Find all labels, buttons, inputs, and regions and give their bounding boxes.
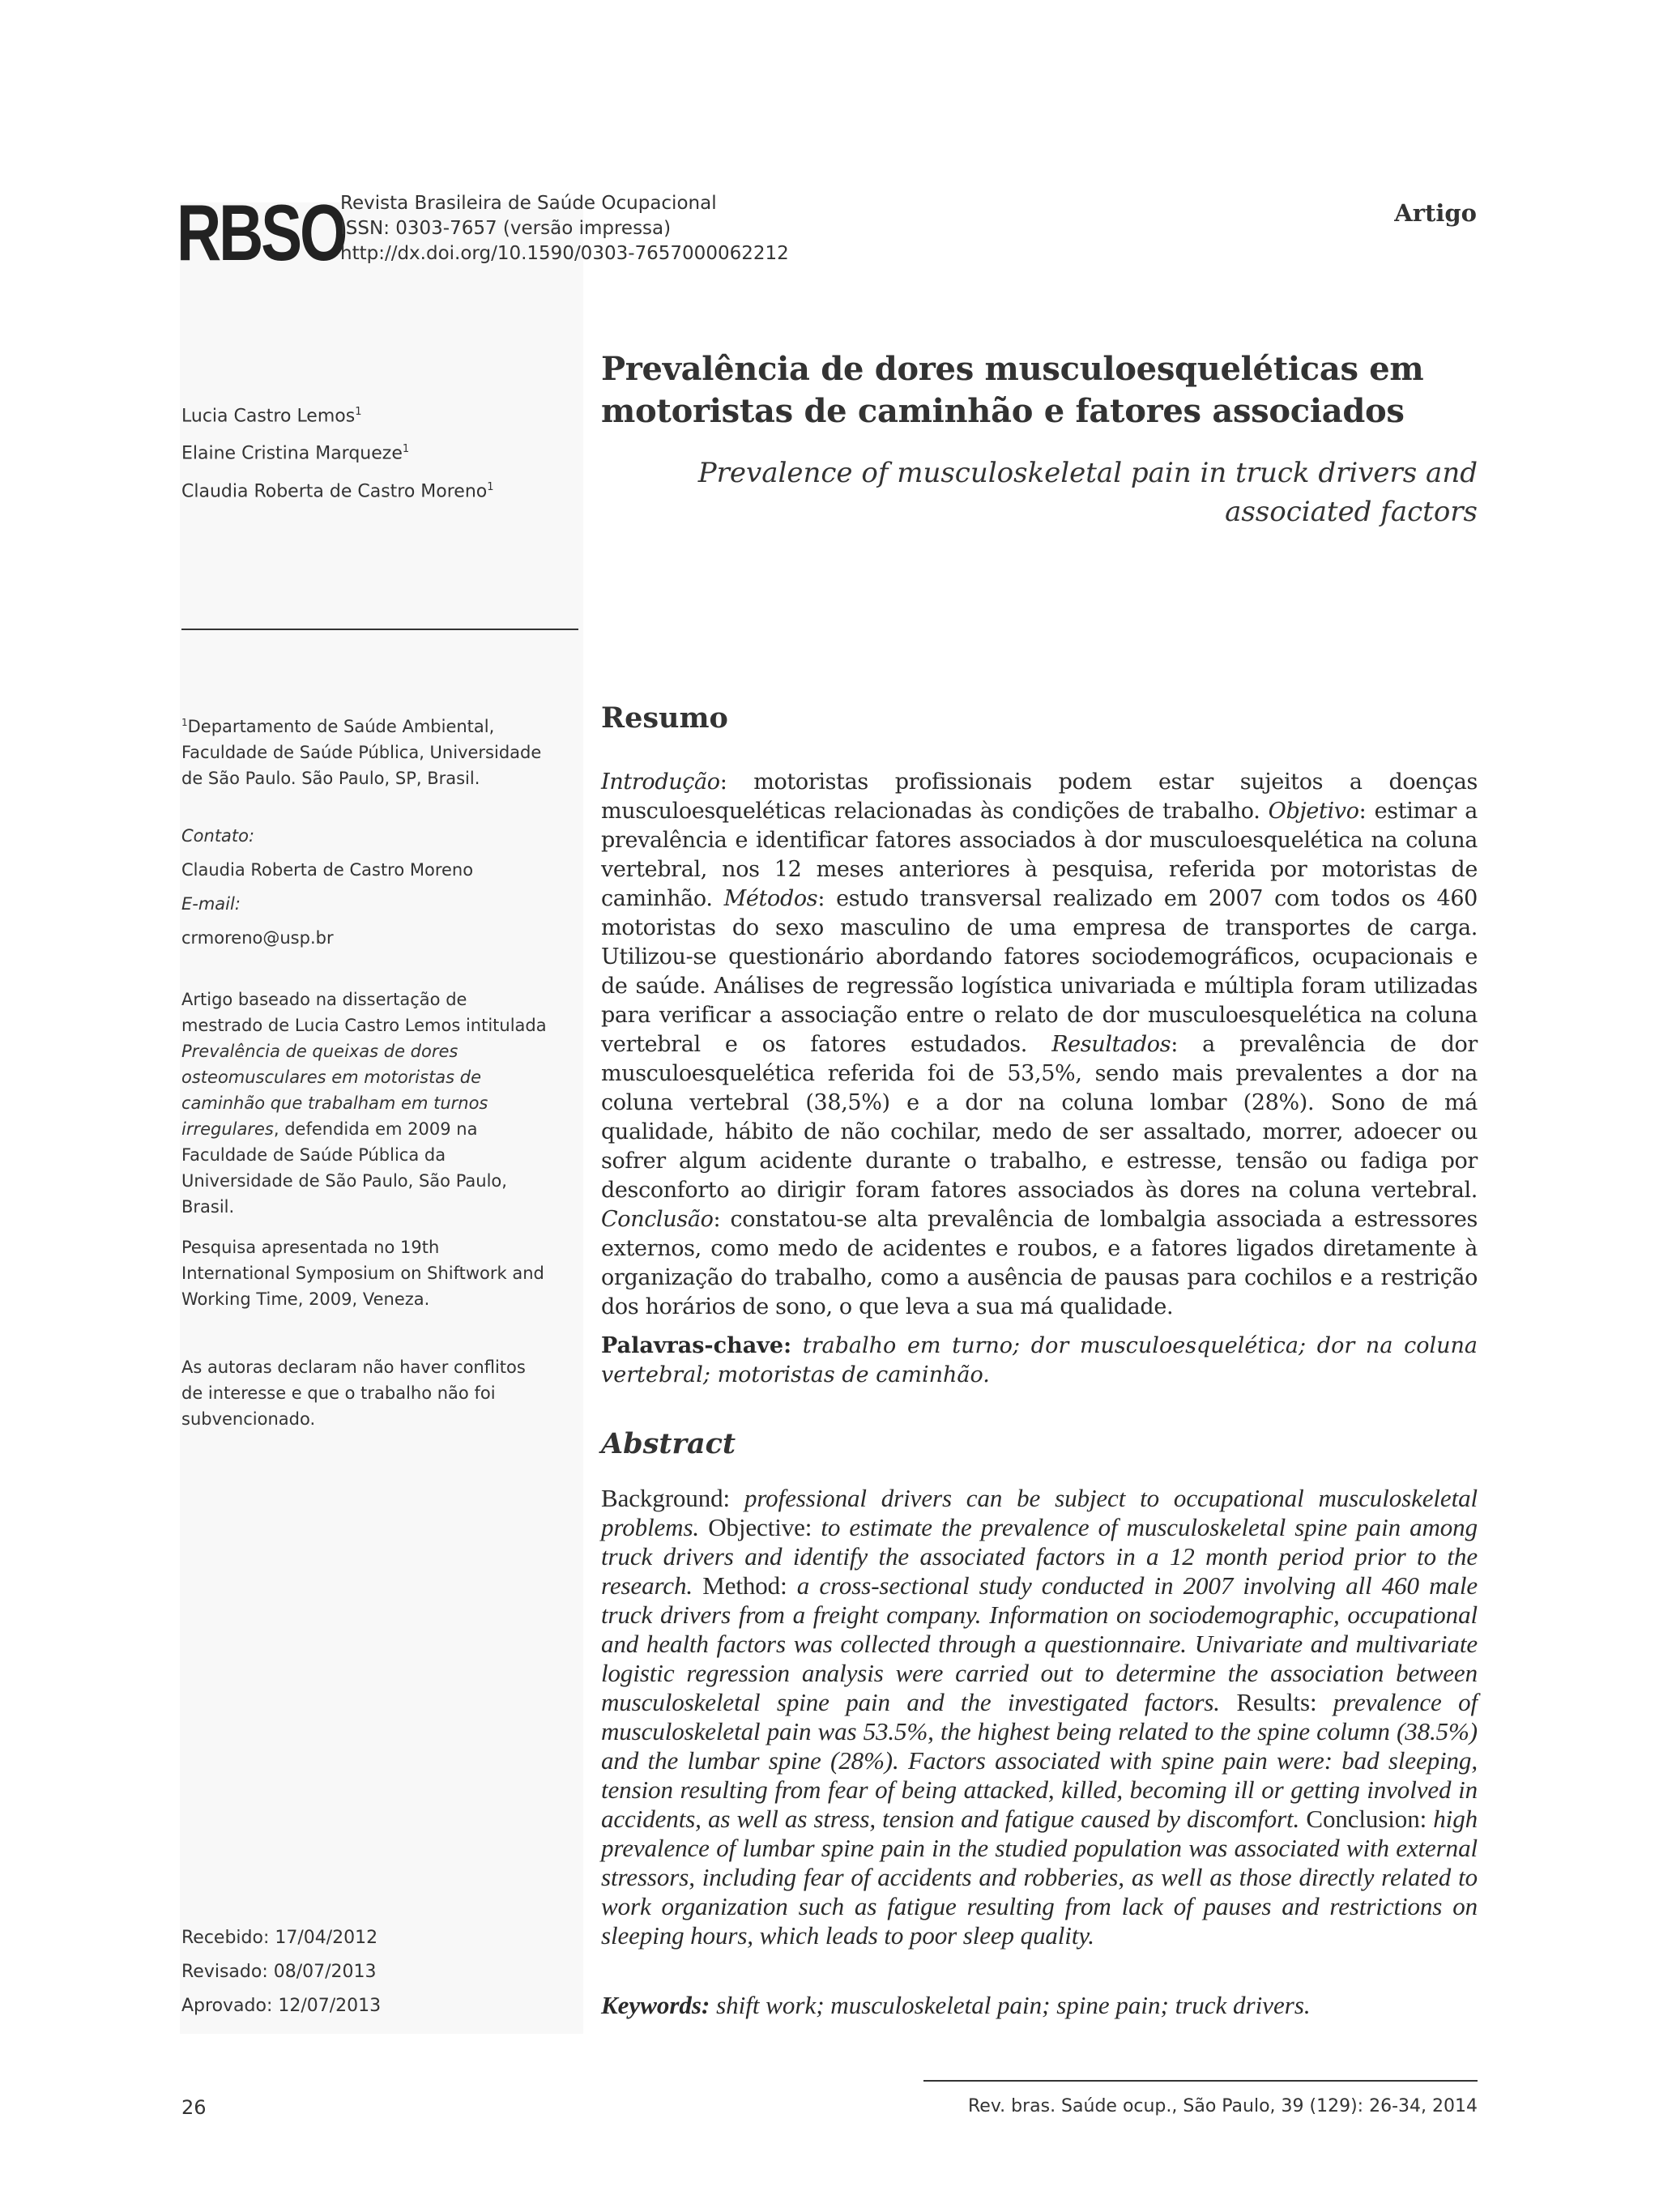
journal-name: Revista Brasileira de Saúde Ocupacional xyxy=(340,193,717,214)
journal-info xyxy=(340,191,789,266)
page-number: 26 xyxy=(181,2096,207,2119)
resumo-body: Introdução: motoristas profissionais podem estar sujeitos a doenças musculoesqueléticas relacionadas às condições de trabalho. Objetivo: estimar a prevalência e identificar fatores associados à dor musculoesquelética na coluna vertebral, nos 12 meses anteriores à pesquisa, referida por motoristas de caminhão. Métodos: estudo transversal realizado em 2007 com todos os 460 motoristas do sexo masculino de uma empresa de transportes de carga. Utilizou-se questionário abordando fatores sociodemográficos, ocupacionais e de saúde. Análises de regressão logística univariada e múltipla foram utilizadas para verificar a associação entre o relato de dor musculoesquelética na coluna vertebral e os fatores estudados. Resultados: a prevalência de dor musculoesquelética referida foi de 53,5%, sendo mais prevalentes a dor na coluna vertebral (38,5%) e a dor na coluna lombar (28%). Sono de má qualidade, hábito de não cochilar, medo de ser assaltado, morrer, adoecer ou sofrer algum acidente durante o trabalho, e estresse, tensão ou fadiga por desconforto ao dirigir foram fatores associados às dores na coluna vertebral. Conclusão: constatou-se alta prevalência de lombalgia associada a estressores externos, como medo de acidentes e roubos, e a fatores ligados diretamente à organização do trabalho, como a ausência de pausas para cochilos e a restrição dos horários de sono, o que leva a sua má qualidade. xyxy=(601,769,1478,1319)
journal-logo: RBSO xyxy=(177,188,346,277)
author: Claudia Roberta de Castro Moreno$^1$ xyxy=(181,480,494,501)
keywords: Keywords: shift work; musculoskeletal pain; spine pain; truck drivers. xyxy=(601,1991,1311,2019)
article-title: Prevalência de dores musculoesqueléticas em motoristas de caminhão e fatores associados xyxy=(601,350,1424,430)
article-type: Artigo xyxy=(1394,199,1477,227)
footer-citation: Rev. bras. Saúde ocup., São Paulo, 39 (129): 26-34, 2014 xyxy=(967,2096,1478,2116)
side-divider xyxy=(181,629,578,630)
footer-divider xyxy=(923,2080,1478,2082)
abstract-heading: Abstract xyxy=(601,1427,736,1460)
palavras-chave: Palavras-chave: trabalho em turno; dor musculoesquelética; dor na coluna vertebral; motoristas de caminhão. xyxy=(601,1333,1478,1387)
email-label: E-mail: xyxy=(181,894,241,914)
contact-label: Contato: xyxy=(181,826,255,846)
affiliation: $^1$Departamento de Saúde Ambiental, Faculdade de Saúde Pública, Universidade de São Paulo. São Paulo, SP, Brasil. xyxy=(181,717,542,788)
author: Elaine Cristina Marqueze$^1$ xyxy=(181,443,410,464)
contact-name: Claudia Roberta de Castro Moreno xyxy=(181,860,474,880)
approved-date: Aprovado: 12/07/2013 xyxy=(181,1996,382,2016)
journal-issn: ISSN: 0303-7657 (versão impressa) xyxy=(340,218,672,239)
received-date: Recebido: 17/04/2012 xyxy=(181,1928,378,1948)
article-subtitle: Prevalence of musculoskeletal pain in truck drivers and associated factors xyxy=(697,457,1478,528)
email-link[interactable]: crmoreno@usp.br xyxy=(181,928,334,948)
journal-doi[interactable]: http://dx.doi.org/10.1590/0303-7657000062212 xyxy=(340,243,789,264)
resumo-heading: Resumo xyxy=(601,701,728,735)
dissertation-note: Artigo baseado na dissertação de mestrado de Lucia Castro Lemos intitulada Prevalência de queixas de dores osteomusculares em motoristas de caminhão que trabalham em turnos irregulares, defendida em 2009 na Faculdade de Saúde Pública da Universidade de São Paulo, São Paulo, Brasil. xyxy=(181,990,547,1217)
conflict-note: As autoras declaram não haver conflitos de interesse e que o trabalho não foi subvencionado. xyxy=(181,1357,526,1429)
presentation-note: Pesquisa apresentada no 19th International Symposium on Shiftwork and Working Time, 2009, Veneza. xyxy=(181,1238,544,1309)
author: Lucia Castro Lemos$^1$ xyxy=(181,406,362,427)
author-list xyxy=(181,395,494,508)
article-dates xyxy=(181,1921,381,2023)
revised-date: Revisado: 08/07/2013 xyxy=(181,1962,377,1982)
abstract-body: Background: professional drivers can be subject to occupational musculoskeletal problems. Objective: to estimate the prevalence of musculoskeletal spine pain among truck drivers and identify the associated factors in a 12 month period prior to the research. Method: a cross-sectional study conducted in 2007 involving all 460 male truck drivers from a freight company. Information on sociodemographic, occupational and health factors was collected through a questionnaire. Univariate and multivariate logistic regression analysis were carried out to determine the association between musculoskeletal spine pain and the investigated factors. Results: prevalence of musculoskeletal pain was 53.5%, the highest being related to the spine column (38.5%) and the lumbar spine (28%). Factors associated with spine pain were: bad sleeping, tension resulting from fear of being attacked, killed, becoming ill or getting involved in accidents, as well as stress, tension and fatigue caused by discomfort. Conclusion: high prevalence of lumbar spine pain in the studied population was associated with external stressors, including fear of accidents and robberies, as well as those directly related to work organization such as fatigue resulting from lack of pauses and restrictions on sleeping hours, which leads to poor sleep quality. xyxy=(601,1484,1478,1950)
